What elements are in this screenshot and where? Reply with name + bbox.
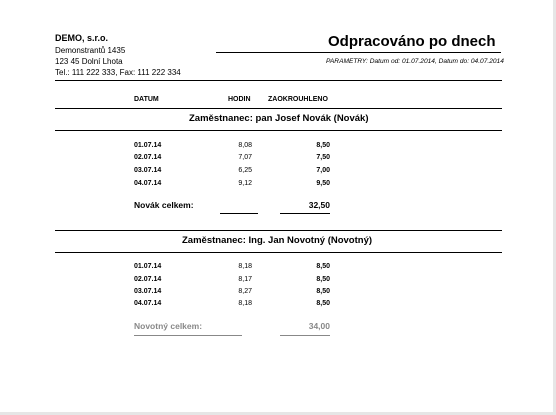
- section-divider: [55, 108, 502, 109]
- report-title: Odpracováno po dnech: [328, 33, 496, 50]
- row-date: 02.07.14: [134, 154, 162, 161]
- row-hours: 9,12: [238, 180, 252, 187]
- row-hours: 8,17: [238, 276, 252, 283]
- row-hours: 7,07: [238, 154, 252, 161]
- total-label-novak: Novák celkem:: [134, 200, 194, 210]
- total-underline: [280, 213, 330, 214]
- row-hours: 6,25: [238, 167, 252, 174]
- report-parameters: PARAMETRY: Datum od: 01.07.2014, Datum do: 04.07.2014: [326, 58, 504, 65]
- company-phone: Tel.: 111 222 333, Fax: 111 222 334: [55, 68, 181, 77]
- row-rounded: 7,50: [316, 154, 330, 161]
- total-value-novotny: 34,00: [308, 321, 330, 331]
- total-underline: [280, 335, 330, 336]
- row-rounded: 8,50: [316, 276, 330, 283]
- company-name: DEMO, s.r.o.: [55, 33, 109, 43]
- row-hours: 8,18: [238, 300, 252, 307]
- total-underline: [220, 213, 258, 214]
- row-rounded: 8,50: [316, 288, 330, 295]
- header-divider: [55, 80, 502, 81]
- row-hours: 8,18: [238, 263, 252, 270]
- column-header-rounded: ZAOKROUHLENO: [268, 96, 328, 103]
- company-street: Demonstrantů 1435: [55, 46, 126, 55]
- row-rounded: 8,50: [316, 300, 330, 307]
- row-rounded: 8,50: [316, 142, 330, 149]
- title-underline: [216, 52, 501, 53]
- total-value-novak: 32,50: [308, 200, 330, 210]
- row-hours: 8,08: [238, 142, 252, 149]
- company-city: 123 45 Dolní Lhota: [55, 57, 123, 66]
- row-date: 03.07.14: [134, 167, 162, 174]
- row-date: 01.07.14: [134, 142, 162, 149]
- column-header-date: DATUM: [134, 96, 159, 103]
- row-date: 02.07.14: [134, 276, 162, 283]
- row-date: 04.07.14: [134, 300, 162, 307]
- total-underline: [134, 335, 242, 336]
- row-date: 01.07.14: [134, 263, 162, 270]
- row-date: 04.07.14: [134, 180, 162, 187]
- row-date: 03.07.14: [134, 288, 162, 295]
- row-hours: 8,27: [238, 288, 252, 295]
- row-rounded: 9,50: [316, 180, 330, 187]
- section-divider: [55, 230, 502, 231]
- row-rounded: 7,00: [316, 167, 330, 174]
- section-title-novak: Zaměstnanec: pan Josef Novák (Novák): [189, 113, 369, 124]
- section-title-novotny: Zaměstnanec: Ing. Jan Novotný (Novotný): [182, 235, 373, 246]
- total-label-novotny: Novotný celkem:: [134, 321, 203, 331]
- column-header-hours: HODIN: [228, 96, 251, 103]
- section-divider: [55, 252, 502, 253]
- row-rounded: 8,50: [316, 263, 330, 270]
- section-divider: [55, 130, 502, 131]
